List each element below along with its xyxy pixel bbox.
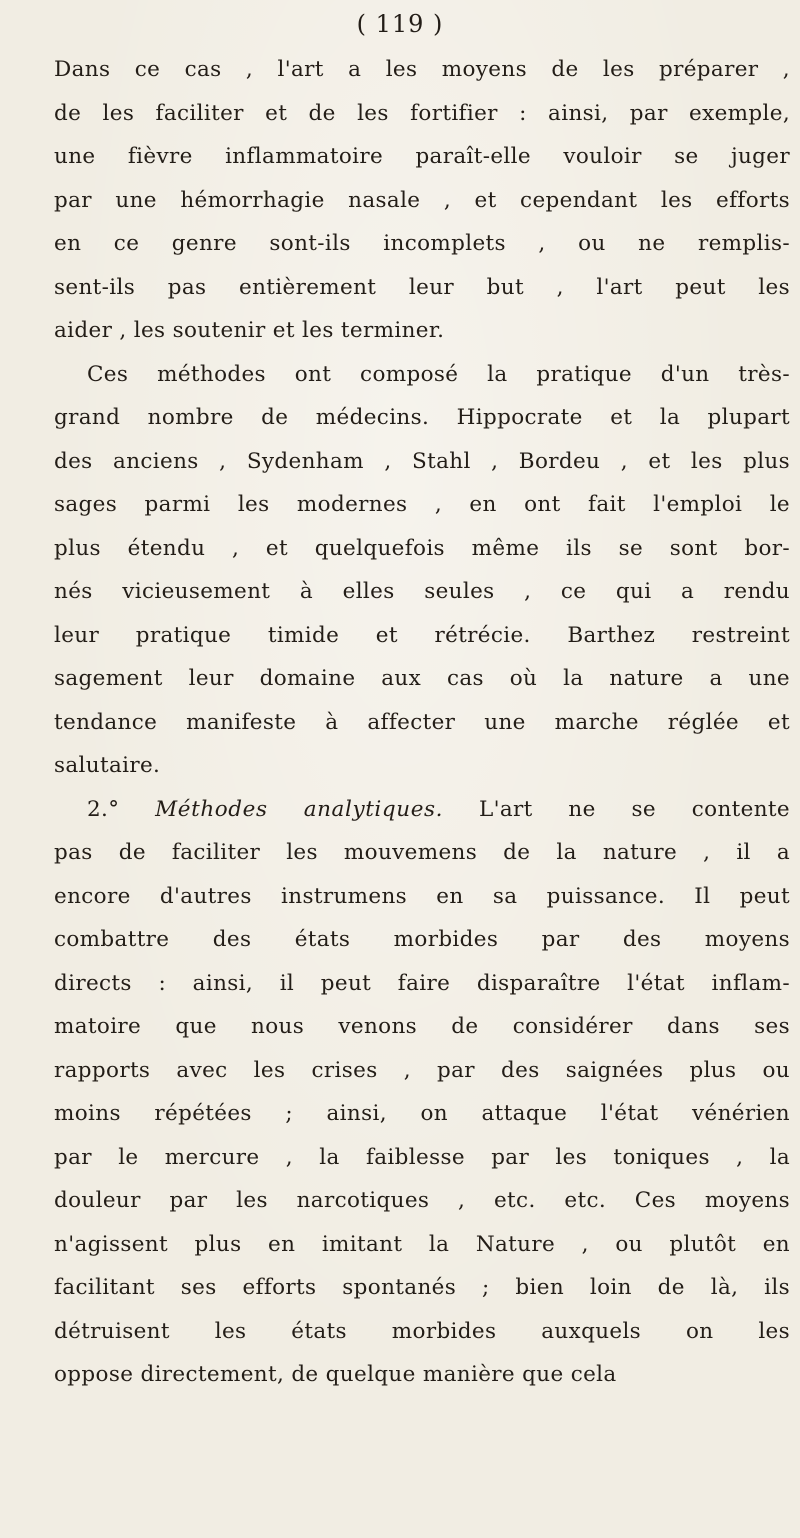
text-line: facilitant ses efforts spontanés ; bien loin de là, ils bbox=[54, 1275, 790, 1300]
text-line: tendance manifeste à affecter une marche réglée et bbox=[54, 709, 790, 735]
text-line: grand nombre de médecins. Hippocrate et la plupart bbox=[54, 405, 790, 430]
paragraph bbox=[54, 48, 790, 353]
text-line: n'agissent plus en imitant la Nature , ou plutôt en bbox=[54, 1231, 790, 1257]
text-line: aider , les soutenir et les terminer. bbox=[54, 318, 445, 343]
text-line: Dans ce cas , l'art a les moyens de les préparer , bbox=[54, 57, 790, 82]
paragraph bbox=[54, 353, 790, 788]
text-line: combattre des états morbides par des moyens bbox=[54, 927, 790, 952]
text-line: encore d'autres instrumens en sa puissance. Il peut bbox=[54, 883, 790, 909]
text-line: rapports avec les crises , par des saignées plus ou bbox=[54, 1057, 790, 1083]
page-number: ( 119 ) bbox=[356, 10, 444, 38]
text-line: sent-ils pas entièrement leur but , l'art peut les bbox=[54, 274, 790, 300]
text-line: en ce genre sont-ils incomplets , ou ne remplis- bbox=[54, 231, 790, 256]
text-line: de les faciliter et de les fortifier : ainsi, par exemple, bbox=[54, 100, 790, 126]
text-line: nés vicieusement à elles seules , ce qui a rendu bbox=[54, 579, 790, 604]
text-line: oppose directement, de quelque manière que cela bbox=[54, 1362, 617, 1387]
text-line: par le mercure , la faiblesse par les toniques , la bbox=[54, 1144, 790, 1170]
text-line: matoire que nous venons de considérer dans ses bbox=[54, 1014, 790, 1039]
text-fragment: L'art ne se contente bbox=[478, 796, 790, 822]
blank-margin bbox=[0, 1300, 800, 1538]
text-line: plus étendu , et quelquefois même ils se sont bor- bbox=[54, 535, 790, 561]
text-line: une fièvre inflammatoire paraît-elle vouloir se juger bbox=[54, 144, 790, 169]
body-text bbox=[54, 48, 790, 1397]
text-line: salutaire. bbox=[54, 753, 161, 778]
text-line: Ces méthodes ont composé la pratique d'un très- bbox=[87, 361, 790, 387]
text-line: sages parmi les modernes , en ont fait l'emploi le bbox=[54, 492, 790, 517]
section-number: 2.° bbox=[87, 796, 120, 822]
section-heading-line bbox=[54, 788, 790, 832]
text-line: moins répétées ; ainsi, on attaque l'état vénérien bbox=[54, 1101, 790, 1126]
text-line: par une hémorrhagie nasale , et cependant les efforts bbox=[54, 187, 790, 213]
section-title: Méthodes analytiques. bbox=[155, 796, 444, 822]
text-line: détruisent les états morbides auxquels on les bbox=[54, 1318, 790, 1344]
text-line: des anciens , Sydenham , Stahl , Bordeu , et les plus bbox=[54, 448, 790, 474]
text-line: sagement leur domaine aux cas où la nature a une bbox=[54, 666, 790, 691]
text-line: pas de faciliter les mouvemens de la nature , il a bbox=[54, 840, 790, 865]
text-line: directs : ainsi, il peut faire disparaître l'état inflam- bbox=[54, 970, 790, 996]
text-line: leur pratique timide et rétrécie. Barthez restreint bbox=[54, 622, 790, 648]
text-line: douleur par les narcotiques , etc. etc. Ces moyens bbox=[54, 1188, 790, 1213]
